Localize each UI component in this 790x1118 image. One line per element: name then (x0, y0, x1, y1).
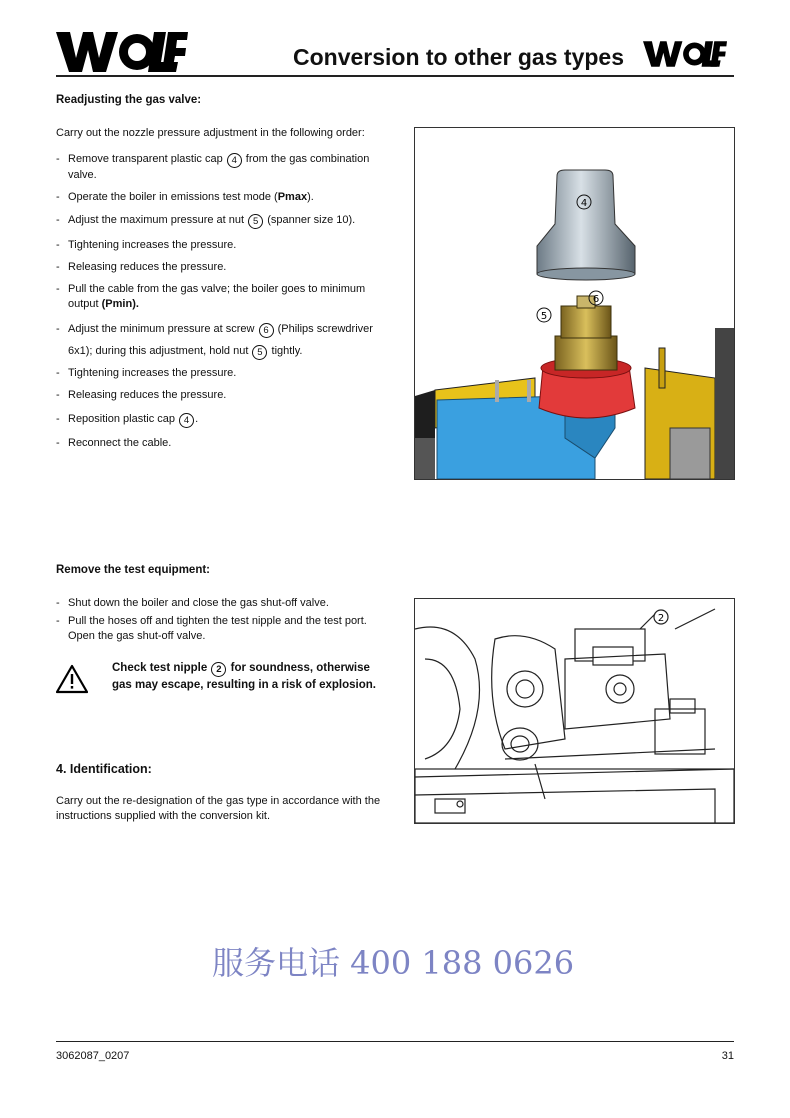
callout-number: 4 (227, 153, 242, 168)
step-item: - Operate the boiler in emissions test mode (Pmax). (56, 190, 382, 205)
svg-text:5: 5 (540, 311, 548, 322)
step-item: - Releasing reduces the pressure. (56, 260, 382, 275)
readjust-steps (56, 152, 382, 451)
step-item: - Reconnect the cable. (56, 436, 382, 451)
callout-number: 6 (259, 323, 274, 338)
step-item: - Pull the hoses off and tighten the test nipple and the test port. Open the gas shut-off valve. (56, 614, 382, 644)
page-number: 31 (721, 1050, 734, 1062)
page-title: Conversion to other gas types (292, 44, 624, 70)
section-heading-remove: Remove the test equipment: (56, 564, 210, 576)
step-item: - Adjust the minimum pressure at screw 6 (Philips screwdriver 6x1); during this adjustment, hold nut 5 tightly. (56, 318, 382, 362)
header-rule (56, 75, 734, 77)
step-item: - Tightening increases the pressure. (56, 238, 382, 253)
watermark-phone: 服务电话 400 188 0626 (212, 944, 575, 982)
step-item: - Reposition plastic cap 4 . (56, 412, 382, 428)
warning-text: Check test nipple 2 for soundness, otherwise gas may escape, resulting in a risk of explosion. (112, 662, 376, 691)
step-item: - Releasing reduces the pressure. (56, 388, 382, 403)
section-heading-identification: 4. Identification: (56, 762, 152, 776)
remove-steps (56, 596, 382, 644)
svg-text:2: 2 (657, 613, 665, 624)
step-item: - Shut down the boiler and close the gas shut-off valve. (56, 596, 382, 611)
test-nipple-figure (414, 598, 735, 824)
svg-text:4: 4 (580, 198, 588, 209)
callout-number: 5 (248, 214, 263, 229)
gas-valve-figure (414, 127, 735, 480)
step-item: - Remove transparent plastic cap 4 from the gas combination valve. (56, 152, 382, 183)
footer-rule (56, 1041, 734, 1042)
section-heading-readjust: Readjusting the gas valve: (56, 94, 202, 106)
warning-icon (56, 664, 88, 694)
callout-number: 5 (252, 345, 267, 360)
wolf-logo-right (636, 40, 734, 68)
step-item: - Pull the cable from the gas valve; the boiler goes to minimum output (Pmin). (56, 282, 382, 312)
step-item: - Tightening increases the pressure. (56, 366, 382, 381)
callout-number: 4 (179, 413, 194, 428)
identification-text: Carry out the re-designation of the gas type in accordance with the instructions supplied with the conversion kit. (56, 795, 381, 822)
callout-number: 2 (211, 662, 226, 677)
wolf-logo-left (56, 30, 188, 74)
readjust-intro: Carry out the nozzle pressure adjustment in the following order: (56, 127, 365, 139)
step-item: - Adjust the maximum pressure at nut 5 (spanner size 10). (56, 213, 382, 229)
doc-number: 3062087_0207 (56, 1050, 130, 1062)
svg-text:6: 6 (592, 294, 600, 305)
